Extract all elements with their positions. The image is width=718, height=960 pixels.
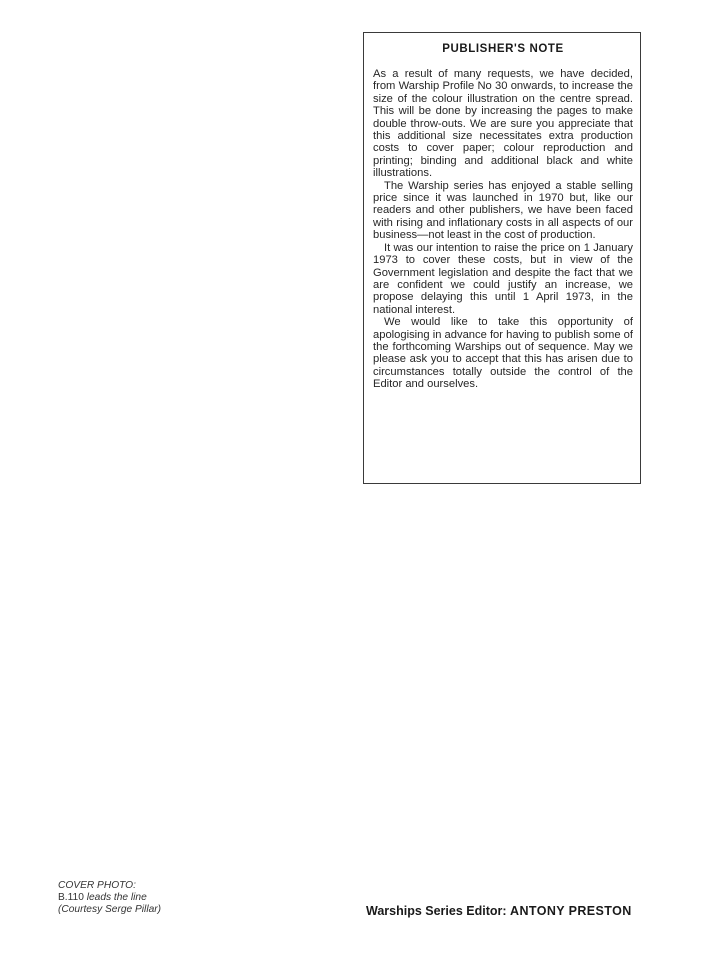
cover-photo-text: leads the line (86, 892, 147, 904)
note-paragraph-2: The Warship series has enjoyed a stable selling price since it was launched in 1970 but, like our readers and other publishers, we have been faced with rising and inflationary costs in all aspects of our business—not least in the cost of production. (373, 179, 633, 242)
cover-photo-credit: (Courtesy Serge Pillar) (58, 904, 162, 916)
cover-photo-description (58, 892, 161, 904)
cover-photo-heading: COVER PHOTO: (58, 880, 136, 891)
series-editor-label: Warships Series Editor: (366, 904, 507, 918)
cover-photo-subject: B.110 (58, 892, 84, 904)
note-paragraph-3: It was our intention to raise the price on 1 January 1973 to cover these costs, but in view of the Government legislation and despite the fact that we are confident we could justify an increase, we propose delaying this until 1 April 1973, in the national interest. (373, 241, 633, 316)
series-editor-credit (366, 904, 632, 918)
cover-photo-caption (58, 880, 161, 917)
publishers-note-title: PUBLISHER'S NOTE (442, 43, 564, 55)
publishers-note-box (363, 32, 641, 484)
note-paragraph-4: We would like to take this opportunity of apologising in advance for having to publish some of the forthcoming Warships out of sequence. May we please ask you to accept that this has arisen due to circumstances totally outside the control of the Editor and ourselves. (373, 316, 633, 391)
note-paragraph-1: As a result of many requests, we have decided, from Warship Profile No 30 onwards, to increase the size of the colour illustration on the centre spread. This will be done by increasing the pages to make double throw-outs. We are sure you appreciate that this additional size necessitates extra production costs to cover paper; colour reproduction and printing; binding and additional black and white illustrations. (373, 68, 633, 180)
series-editor-name: ANTONY PRESTON (510, 904, 632, 918)
